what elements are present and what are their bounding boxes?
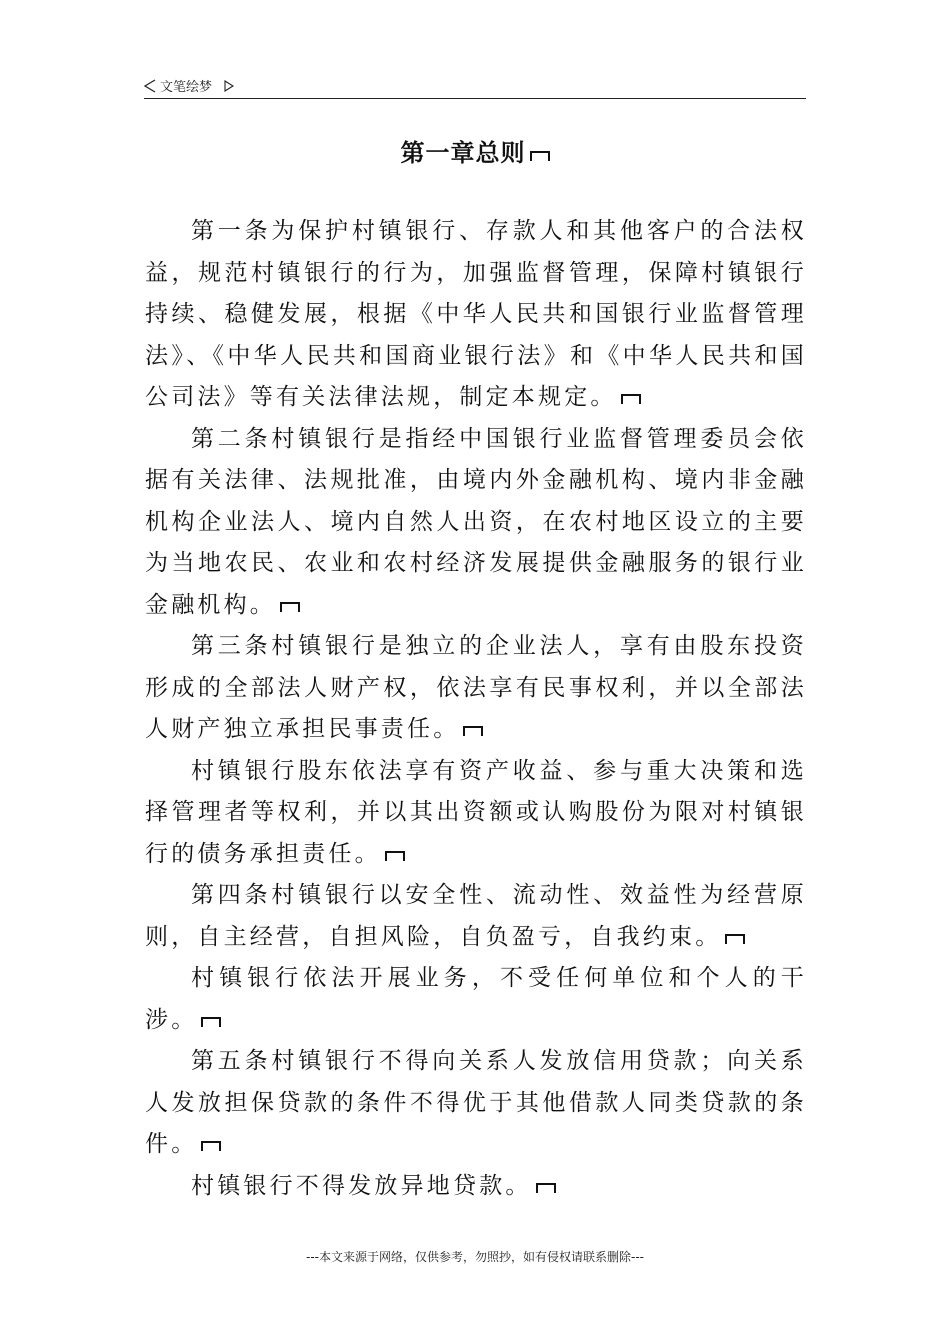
paragraph-text: 村镇银行不得发放异地贷款。	[191, 1172, 532, 1199]
triangle-right-icon	[224, 80, 234, 92]
chapter-title-text: 第一章总则	[400, 138, 526, 167]
paragraph-article-2	[145, 419, 807, 627]
paragraph-mark-icon	[385, 850, 405, 862]
paragraph-text: 第四条村镇银行以安全性、流动性、效益性为经营原则，自主经营，自担风险，自负盈亏，自我约束。	[145, 882, 807, 950]
page-footer: ---本文来源于网络，仅供参考，勿照抄，如有侵权请联系删除---	[306, 1250, 644, 1264]
paragraph-article-4	[145, 875, 807, 958]
paragraph-article-5-sub	[145, 1166, 807, 1208]
paragraph-article-3-sub	[145, 751, 807, 876]
page-header	[144, 74, 806, 99]
paragraph-mark-icon	[536, 1182, 556, 1194]
paragraph-mark-icon	[530, 150, 550, 162]
paragraph-text: 第三条村镇银行是独立的企业法人，享有由股东投资形成的全部法人财产权，依法享有民事权利，并以全部法人财产独立承担民事责任。	[145, 633, 807, 742]
document-body	[145, 211, 807, 1207]
paragraph-article-3	[145, 626, 807, 751]
paragraph-text: 第一条为保护村镇银行、存款人和其他客户的合法权益，规范村镇银行的行为，加强监督管理，保障村镇银行持续、稳健发展，根据《中华人民共和国银行业监督管理法》、《中华人民共和国商业银行法》和《中华人民共和国公司法》等有关法律法规，制定本规定。	[145, 218, 807, 410]
chapter-title	[0, 133, 950, 168]
header-brand-group	[144, 76, 234, 95]
triangle-left-icon	[144, 79, 156, 93]
paragraph-mark-icon	[463, 725, 483, 737]
paragraph-mark-icon	[201, 1016, 221, 1028]
paragraph-article-5	[145, 1041, 807, 1166]
paragraph-text: 村镇银行股东依法享有资产收益、参与重大决策和选择管理者等权利，并以其出资额或认购股份为限对村镇银行的债务承担责任。	[145, 757, 807, 867]
paragraph-mark-icon	[201, 1140, 221, 1152]
paragraph-article-1	[145, 211, 807, 419]
header-brand: 文笔绘梦	[160, 80, 213, 95]
paragraph-text: 第五条村镇银行不得向关系人发放信用贷款；向关系人发放担保贷款的条件不得优于其他借款人同类贷款的条件。	[145, 1048, 807, 1157]
paragraph-article-4-sub	[145, 958, 807, 1041]
paragraph-text: 村镇银行依法开展业务，不受任何单位和个人的干涉。	[145, 965, 807, 1033]
paragraph-mark-icon	[280, 601, 300, 613]
paragraph-text: 第二条村镇银行是指经中国银行业监督管理委员会依据有关法律、法规批准，由境内外金融机构、境内非金融机构企业法人、境内自然人出资，在农村地区设立的主要为当地农民、农业和农村经济发展提供金融服务的银行业金融机构。	[145, 425, 807, 618]
paragraph-mark-icon	[621, 393, 641, 405]
paragraph-mark-icon	[725, 933, 745, 945]
